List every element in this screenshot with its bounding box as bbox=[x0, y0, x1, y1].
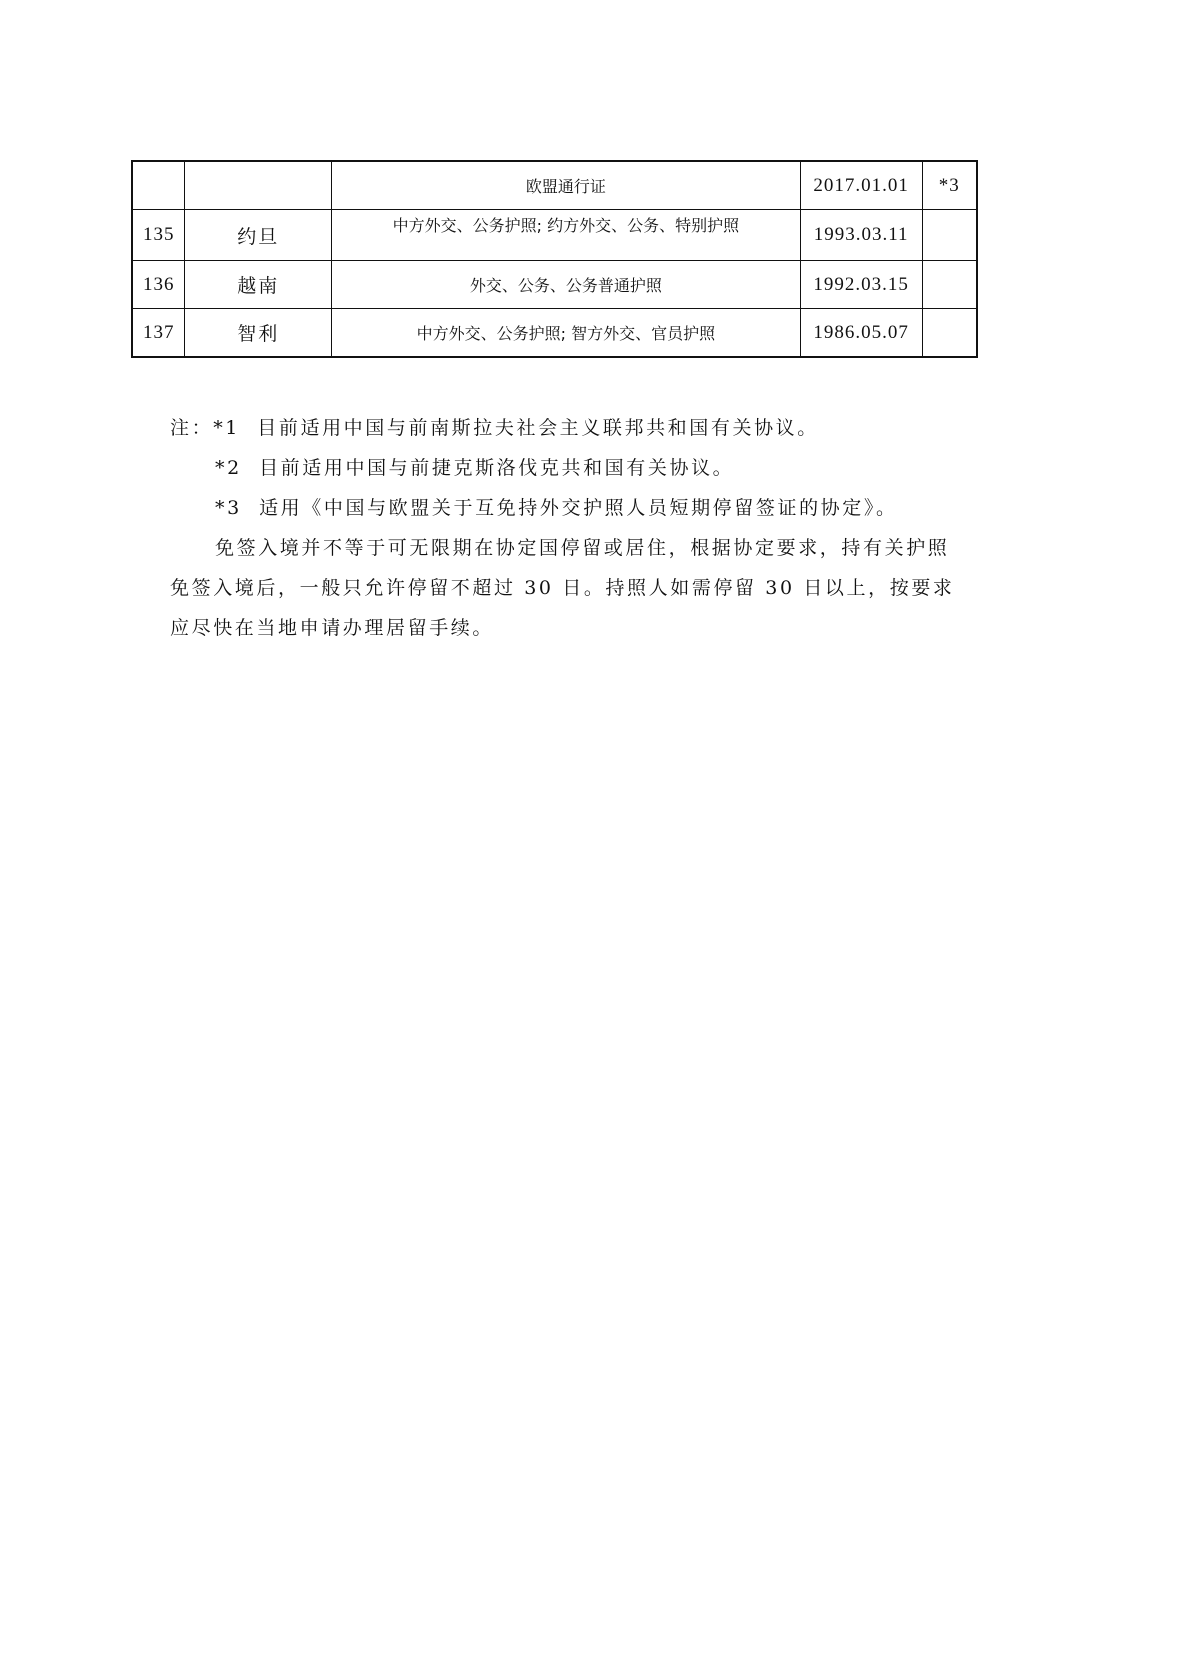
note-mark: *3 bbox=[215, 497, 242, 519]
stay-limit-paragraph: 免签入境并不等于可无限期在协定国停留或居住，根据协定要求，持有关护照免签入境后，一般只允许停留不超过 30 日。持照人如需停留 30 日以上，按要求应尽快在当地申请办理居留手续。 bbox=[170, 537, 955, 639]
effective-date: 1986.05.07 bbox=[800, 309, 922, 358]
effective-date: 2017.01.01 bbox=[800, 161, 922, 210]
notes-section bbox=[170, 408, 960, 648]
table-row bbox=[132, 161, 977, 210]
visa-exemption-table bbox=[131, 160, 978, 358]
remark bbox=[922, 210, 977, 261]
notes-prefix: 注： bbox=[170, 417, 214, 439]
note-mark: *1 bbox=[213, 417, 240, 439]
country: 约旦 bbox=[185, 210, 332, 261]
effective-date: 1993.03.11 bbox=[800, 210, 922, 261]
note-mark: *2 bbox=[215, 457, 242, 479]
remark bbox=[922, 261, 977, 309]
note-1 bbox=[170, 408, 960, 448]
passport-types: 欧盟通行证 bbox=[332, 161, 801, 210]
table-row bbox=[132, 210, 977, 261]
passport-types: 中方外交、公务护照; 智方外交、官员护照 bbox=[332, 309, 801, 358]
country: 越南 bbox=[185, 261, 332, 309]
note-text: 适用《中国与欧盟关于互免持外交护照人员短期停留签证的协定》。 bbox=[259, 497, 898, 519]
country bbox=[185, 161, 332, 210]
row-number bbox=[132, 161, 185, 210]
table-row bbox=[132, 261, 977, 309]
country: 智利 bbox=[185, 309, 332, 358]
note-3 bbox=[170, 488, 960, 528]
effective-date: 1992.03.15 bbox=[800, 261, 922, 309]
note-2 bbox=[170, 448, 960, 488]
remark: *3 bbox=[922, 161, 977, 210]
row-number: 137 bbox=[132, 309, 185, 358]
note-text: 目前适用中国与前南斯拉夫社会主义联邦共和国有关协议。 bbox=[257, 417, 819, 439]
remark bbox=[922, 309, 977, 358]
row-number: 135 bbox=[132, 210, 185, 261]
passport-types: 外交、公务、公务普通护照 bbox=[332, 261, 801, 309]
passport-types: 中方外交、公务护照; 约方外交、公务、特别护照 bbox=[332, 210, 801, 261]
note-text: 目前适用中国与前捷克斯洛伐克共和国有关协议。 bbox=[259, 457, 735, 479]
row-number: 136 bbox=[132, 261, 185, 309]
table-row bbox=[132, 309, 977, 358]
